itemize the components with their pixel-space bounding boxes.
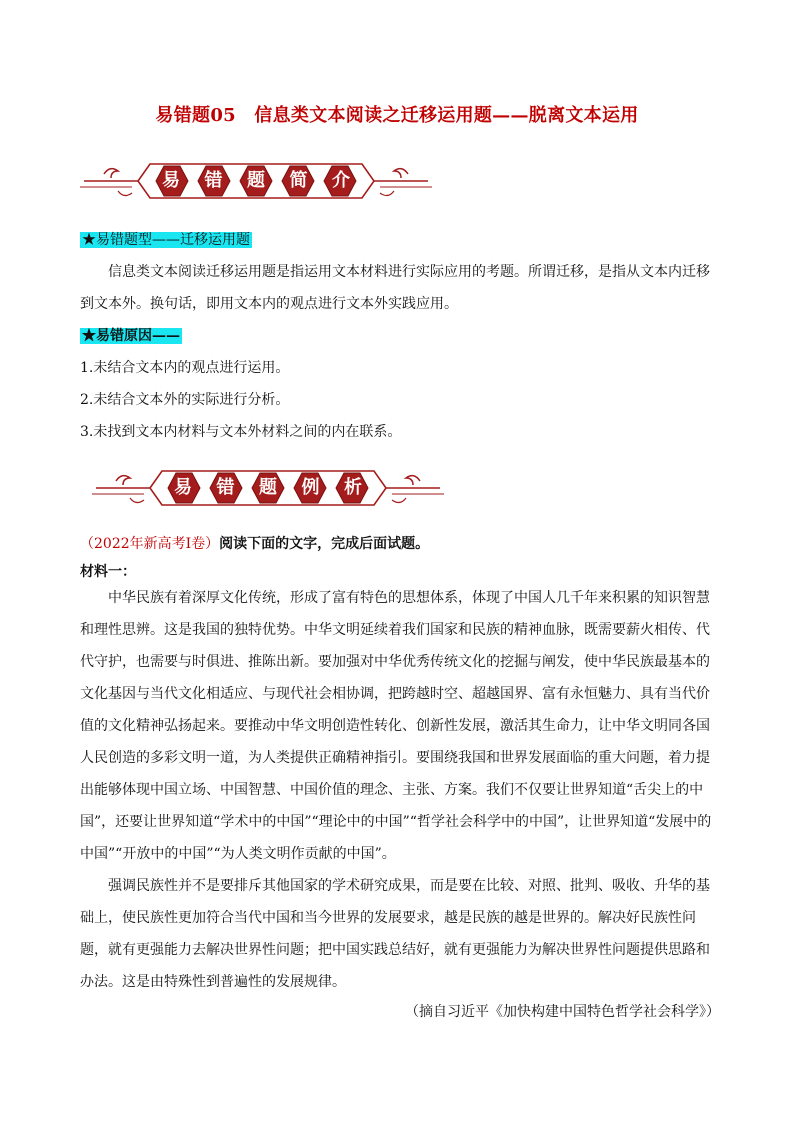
banner-char: 题: [259, 477, 277, 498]
reason-label-line: [80, 320, 720, 352]
banner-example-chars: [148, 461, 388, 515]
banner-char: 错: [216, 477, 235, 498]
banner-char: 题: [247, 170, 265, 191]
material-paragraph-2: 强调民族性并不是要排斥其他国家的学术研究成果，而是要在比较、对照、批判、吸收、升华的基础上，使民族性更加符合当代中国和当今世界的发展要求，越是民族的越是世界的。解决好民族性问题，就有更强能力去解决世界性问题；把中国实践总结好，就有更强能力为解决世界性问题提供思路和办法。这是由特殊性到普遍性的发展规律。: [80, 878, 710, 990]
type-label-line: [80, 224, 720, 256]
reason-item: 2.未结合文本外的实际进行分析。: [80, 392, 290, 408]
document-title: 易错题05 信息类文本阅读之迁移运用题——脱离文本运用: [155, 105, 639, 126]
instruction: 阅读下面的文字，完成后面试题。: [219, 536, 430, 552]
banner-char: 简: [289, 170, 308, 191]
banner-char: 错: [204, 170, 223, 191]
banner-char: 易: [174, 477, 192, 498]
type-label: ★易错题型——迁移运用题: [82, 232, 250, 248]
source-tag: （2022年新高考Ⅰ卷）: [80, 536, 220, 552]
material-paragraph-1: 中华民族有着深厚文化传统，形成了富有特色的思想体系，体现了中国人几千年来积累的知识智慧和理性思辨。这是我国的独特优势。中华文明延续着我们国家和民族的精神血脉，既需要薪火相传、代代守护，也需要与时俱进、推陈出新。要加强对中华优秀传统文化的挖掘与阐发，使中华民族最基本的文化基因与当代文化相适应、与现代社会相协调，把跨越时空、超越国界、富有永恒魅力、具有当代价值的文化精神弘扬起来。要推动中华文明创造性转化、创新性发展，激活其生命力，让中华文明同各国人民创造的多彩文明一道，为人类提供正确精神指引。要围绕我国和世界发展面临的重大问题，着力提出能够体现中国立场、中国智慧、中国价值的理念、主张、方案。我们不仅要让世界知道“舌尖上的中国”，还要让世界知道“学术中的中国”“理论中的中国”“哲学社会科学中的中国”，让世界知道“发展中的中国”“开放中的中国”“为人类文明作贡献的中国”。: [80, 590, 712, 862]
banner-char: 介: [332, 170, 350, 191]
banner-example: [88, 461, 448, 515]
question-intro: [80, 530, 720, 558]
type-description: 信息类文本阅读迁移运用题是指运用文本材料进行实际应用的考题。所谓迁移，是指从文本内迁移到文本外。换句话，即用文本内的观点进行文本外实践应用。: [80, 264, 710, 312]
reason-label: ★易错原因——: [82, 328, 180, 344]
reason-item: 3.未找到文本内材料与文本外材料之间的内在联系。: [80, 424, 402, 440]
banner-char: 易: [162, 170, 180, 191]
banner-intro: [76, 154, 436, 208]
citation: （摘自习近平《加快构建中国特色哲学社会科学》）: [405, 1004, 720, 1020]
material-label: 材料一：: [80, 564, 136, 580]
banner-intro-chars: [136, 154, 376, 208]
banner-char: 例: [301, 477, 320, 498]
banner-char: 析: [344, 477, 362, 498]
reason-item: 1.未结合文本内的观点进行运用。: [80, 360, 290, 376]
